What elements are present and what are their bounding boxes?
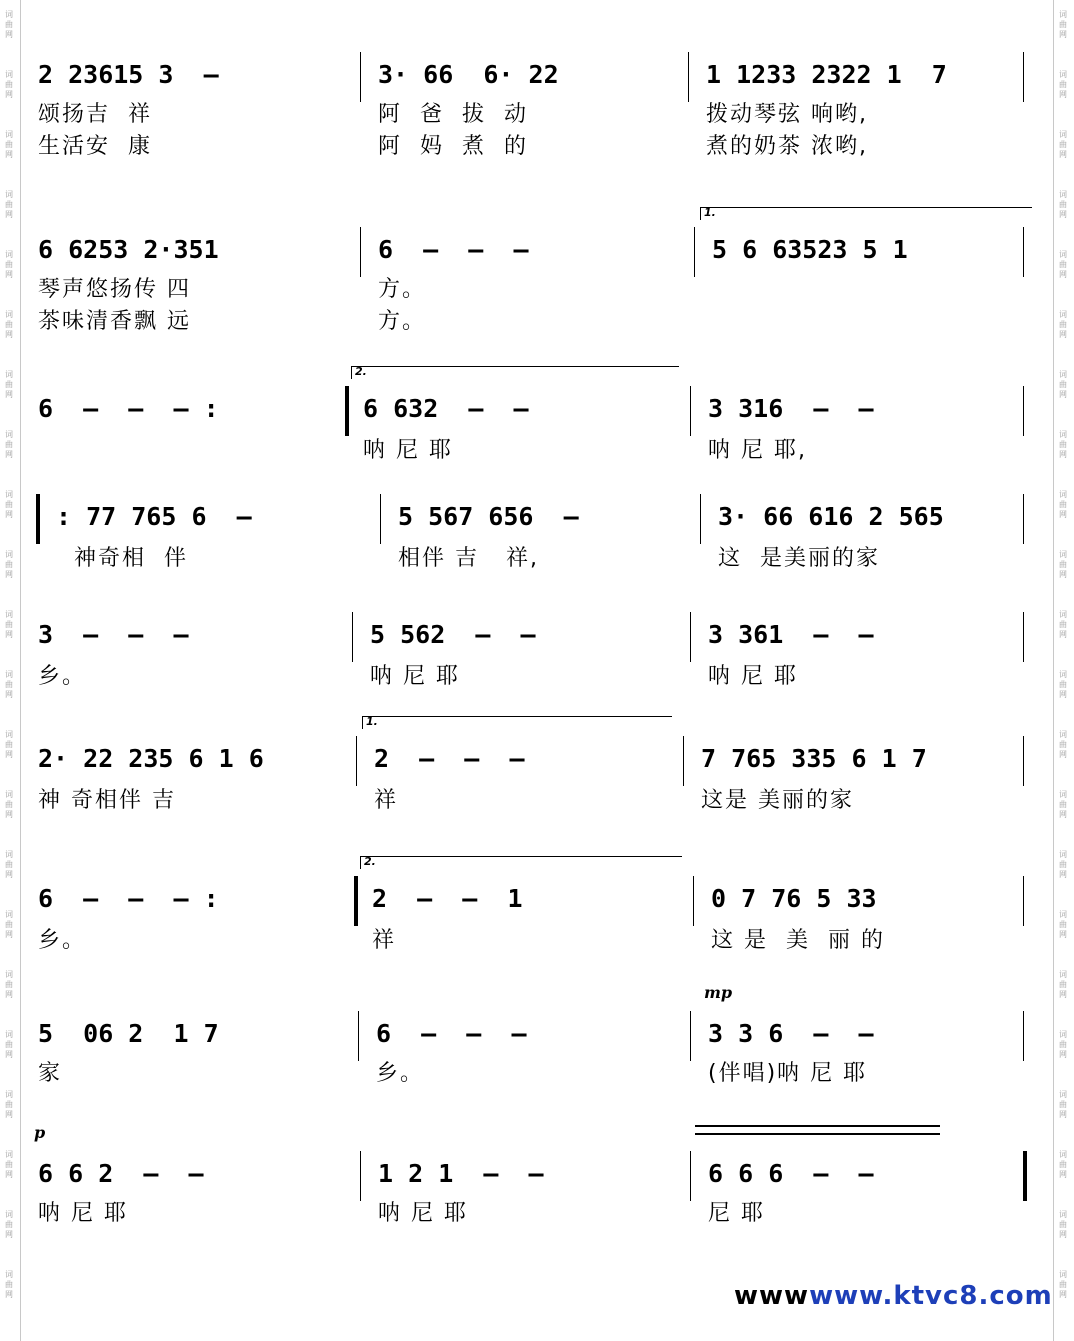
watermark-glyph: 词 曲 网 [1059,1030,1067,1059]
lyric-line: 神 奇相伴 吉 [38,788,176,813]
measure [712,227,1015,327]
measure [378,1151,682,1251]
lyric-line: 相伴 吉 祥, [398,546,539,571]
jianpu-notes: 2 – – – [374,744,525,773]
site-logo [734,1281,1053,1311]
bar-line [693,876,694,926]
lyric-line: 阿 爸 拔 动 [378,102,528,127]
watermark-glyph: 词 曲 网 [5,730,13,759]
watermark-glyph: 词 曲 网 [1059,250,1067,279]
measure [708,1151,1015,1251]
watermark-glyph: 词 曲 网 [5,190,13,219]
measure [56,494,372,594]
watermark-glyph: 词 曲 网 [1059,550,1067,579]
watermark-glyph: 词 曲 网 [1059,70,1067,99]
final-ending-mark [695,1125,940,1135]
lyric-line: 煮的奶茶 浓哟, [706,134,868,159]
bar-line [690,1011,691,1061]
volta-number: 2. [364,855,376,868]
measure [38,386,337,486]
watermark-glyph: 词 曲 网 [1059,670,1067,699]
bar-line [356,736,357,786]
lyric-line: 呐 尼 耶 [363,438,453,463]
watermark-glyph: 词 曲 网 [5,10,13,39]
bar-line [1023,612,1024,662]
bar-line [360,52,361,102]
jianpu-notes: 6 6 2 – – [38,1159,204,1188]
jianpu-notes: 3 3 6 – – [708,1019,874,1048]
watermark-glyph: 词 曲 网 [1059,130,1067,159]
lyric-line: 这 是美丽的家 [718,546,880,571]
watermark-glyph: 词 曲 网 [5,1270,13,1299]
watermark-glyph: 词 曲 网 [5,370,13,399]
measure [372,876,685,976]
measure [38,612,344,712]
measure [708,612,1015,712]
watermark-glyph: 词 曲 网 [1059,1090,1067,1119]
lyric-line: 乡。 [38,664,87,689]
bar-line [1023,876,1024,926]
watermark-glyph: 词 曲 网 [1059,310,1067,339]
jianpu-notes: 5 06 2 1 7 [38,1019,219,1048]
measure [38,227,352,334]
bar-line [683,736,684,786]
bar-line [1023,1011,1024,1061]
jianpu-notes: 6 – – – [378,235,529,264]
dynamic-marking: p [34,1123,46,1142]
lyric-line: 方。 [378,277,427,302]
bar-line [690,612,691,662]
watermark-glyph: 词 曲 网 [1059,1150,1067,1179]
measure [398,494,692,594]
jianpu-notes: 1 2 1 – – [378,1159,544,1188]
dynamic-marking: mp [704,983,733,1002]
watermark-glyph: 词 曲 网 [1059,430,1067,459]
watermark-glyph: 词 曲 网 [1059,790,1067,819]
watermark-glyph: 词 曲 网 [1059,370,1067,399]
measure [38,736,348,836]
volta-bracket [362,716,672,729]
measure [38,1011,350,1111]
lyric-line: 茶味清香飘 远 [38,309,191,334]
lyric-line: 这是 美丽的家 [701,788,854,813]
bar-line [688,52,689,102]
watermark-glyph: 词 曲 网 [5,790,13,819]
bar-line [1023,52,1024,102]
watermark-glyph: 词 曲 网 [1059,10,1067,39]
bar-line [700,494,701,544]
measure [718,494,1015,594]
jianpu-notes: 5 567 656 – [398,502,579,531]
bar-line [690,386,691,436]
measure [38,876,346,976]
lyric-line: 琴声悠扬传 四 [38,277,191,302]
lyric-line: 生活安 康 [38,134,152,159]
logo-url: www.ktvc8.com [809,1281,1053,1311]
lyric-line: 祥 [374,788,399,813]
watermark-glyph: 词 曲 网 [5,70,13,99]
score-row [0,494,1074,604]
measure [708,386,1015,486]
lyric-line: 神奇相 伴 [56,546,188,571]
score-row [0,52,1074,162]
lyric-line: 呐 尼 耶 [708,664,798,689]
jianpu-notes: 6 632 – – [363,394,529,423]
repeat-bar [36,494,40,544]
jianpu-notes: 6 – – – : [38,394,219,423]
watermark-glyph: 词 曲 网 [1059,730,1067,759]
watermark-glyph: 词 曲 网 [5,430,13,459]
bar-line [360,227,361,277]
watermark-glyph: 词 曲 网 [5,850,13,879]
lyric-line: 呐 尼 耶 [370,664,460,689]
watermark-glyph: 词 曲 网 [5,250,13,279]
watermark-glyph: 词 曲 网 [1059,190,1067,219]
lyric-line: 呐 尼 耶, [708,438,807,463]
measure [711,876,1015,976]
bar-line [360,1151,361,1201]
watermark-glyph: 词 曲 网 [5,130,13,159]
lyric-line: 祥 [372,928,397,953]
jianpu-notes: 2 – – 1 [372,884,523,913]
volta-bracket [360,856,682,869]
watermark-glyph: 词 曲 网 [5,610,13,639]
logo-prefix: www [734,1281,810,1311]
bar-line [1023,1151,1027,1201]
jianpu-notes: : 77 765 6 – [56,502,252,531]
measure [370,612,682,712]
watermark-glyph: 词 曲 网 [5,550,13,579]
measure [363,386,682,486]
volta-number: 2. [355,365,367,378]
score-row [0,612,1074,722]
watermark-glyph: 词 曲 网 [5,970,13,999]
lyric-line: (伴唱)呐 尼 耶 [708,1061,868,1086]
jianpu-notes: 1 1233 2322 1 7 [706,60,947,89]
volta-number: 1. [366,715,378,728]
bar-line [690,1151,691,1201]
watermark-glyph: 词 曲 网 [1059,1210,1067,1239]
volta-number: 1. [704,206,716,219]
jianpu-notes: 3· 66 6· 22 [378,60,559,89]
watermark-glyph: 词 曲 网 [5,670,13,699]
lyric-line: 拨动琴弦 响哟, [706,102,868,127]
lyric-line: 方。 [378,309,427,334]
lyric-line: 呐 尼 耶 [38,1201,128,1226]
bar-line [1023,494,1024,544]
lyric-line: 阿 妈 煮 的 [378,134,528,159]
jianpu-notes: 5 6 63523 5 1 [712,235,908,264]
measure [38,1151,352,1251]
jianpu-notes: 6 6 6 – – [708,1159,874,1188]
watermark-glyph: 词 曲 网 [1059,1270,1067,1299]
measure [708,1011,1015,1111]
lyric-line: 乡。 [38,928,87,953]
jianpu-notes: 6 – – – : [38,884,219,913]
score-row [0,206,1074,337]
jianpu-notes: 3 316 – – [708,394,874,423]
volta-bracket [351,366,679,379]
measure [374,736,675,836]
volta-bracket [700,207,1032,220]
jianpu-notes: 6 6253 2·351 [38,235,219,264]
measure [706,52,1015,159]
bar-line [345,386,349,436]
bar-line [1023,386,1024,436]
jianpu-notes: 0 7 76 5 33 [711,884,877,913]
bar-line [358,1011,359,1061]
measure [376,1011,682,1111]
lyric-line: 这 是 美 丽 的 [711,928,885,953]
measure [378,227,686,334]
bar-line [380,494,381,544]
bar-line [1023,736,1024,786]
watermark-glyph: 词 曲 网 [5,1090,13,1119]
watermark-glyph: 词 曲 网 [1059,850,1067,879]
watermark-glyph: 词 曲 网 [1059,490,1067,519]
jianpu-notes: 2· 22 235 6 1 6 [38,744,264,773]
measure [378,52,680,159]
jianpu-notes: 5 562 – – [370,620,536,649]
lyric-line: 颂扬吉 祥 [38,102,152,127]
lyric-line: 呐 尼 耶 [378,1201,468,1226]
lyric-line: 乡。 [376,1061,425,1086]
jianpu-notes: 2 23615 3 – [38,60,219,89]
jianpu-notes: 6 – – – [376,1019,527,1048]
lyric-line: 家 [38,1061,63,1086]
score-row [0,715,1074,846]
measure [38,52,352,159]
jianpu-notes: 3· 66 616 2 565 [718,502,944,531]
bar-line [694,227,695,277]
watermark-glyph: 词 曲 网 [5,1030,13,1059]
jianpu-notes: 7 765 335 6 1 7 [701,744,927,773]
watermark-glyph: 词 曲 网 [1059,910,1067,939]
watermark-glyph: 词 曲 网 [1059,970,1067,999]
jianpu-notes: 3 – – – [38,620,189,649]
measure [701,736,1015,836]
watermark-glyph: 词 曲 网 [1059,610,1067,639]
watermark-glyph: 词 曲 网 [5,1150,13,1179]
bar-line [1023,227,1024,277]
bar-line [354,876,358,926]
watermark-glyph: 词 曲 网 [5,310,13,339]
watermark-glyph: 词 曲 网 [5,1210,13,1239]
score-row [0,1123,1074,1261]
lyric-line: 尼 耶 [708,1201,765,1226]
jianpu-notes: 3 361 – – [708,620,874,649]
bar-line [352,612,353,662]
watermark-glyph: 词 曲 网 [5,910,13,939]
watermark-glyph: 词 曲 网 [5,490,13,519]
